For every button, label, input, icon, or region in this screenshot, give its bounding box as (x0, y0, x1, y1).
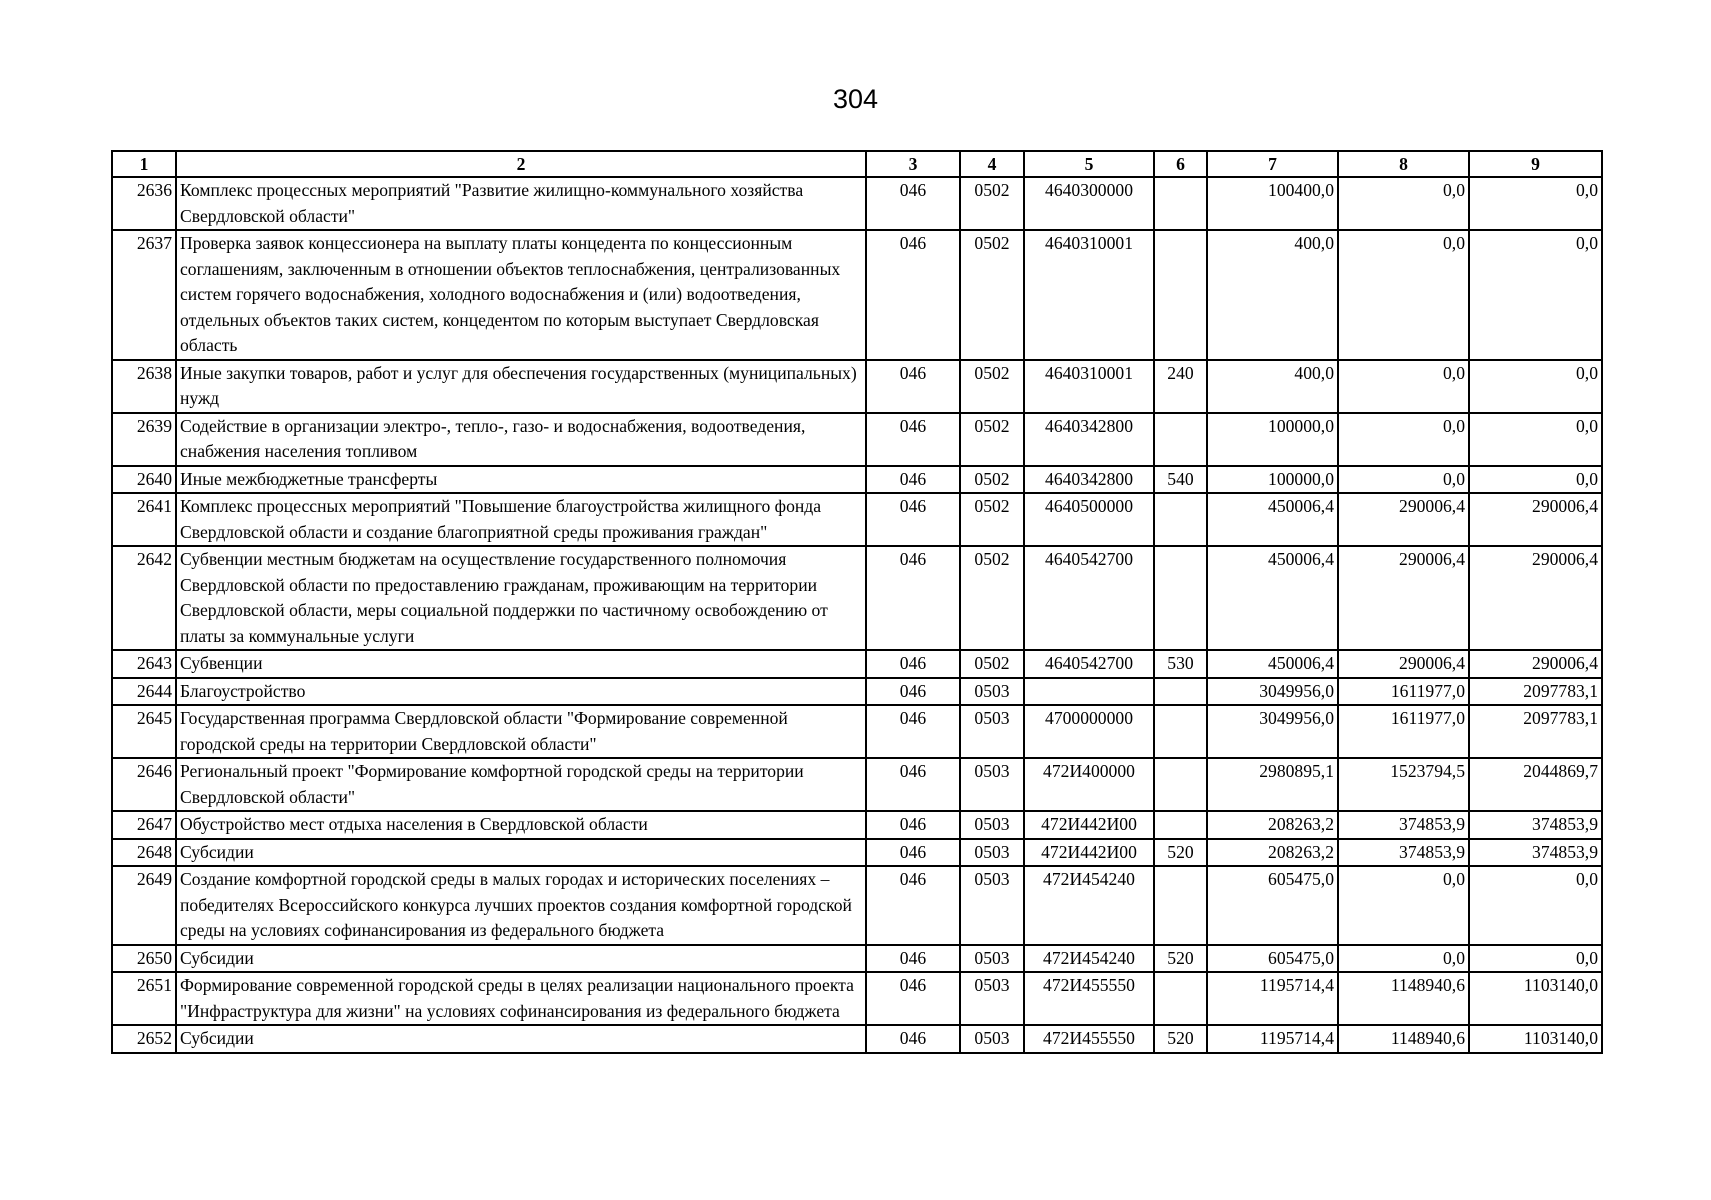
column-header: 6 (1154, 151, 1207, 177)
code-column-6 (1154, 758, 1207, 811)
code-column-5: 472И454240 (1024, 945, 1154, 973)
amount-column-8: 374853,9 (1338, 839, 1469, 867)
amount-column-7: 208263,2 (1207, 811, 1338, 839)
amount-column-9: 1103140,0 (1469, 1025, 1602, 1053)
amount-column-8: 0,0 (1338, 360, 1469, 413)
budget-table (111, 150, 1603, 1054)
amount-column-8: 290006,4 (1338, 650, 1469, 678)
column-header: 1 (112, 151, 176, 177)
amount-column-8: 1611977,0 (1338, 705, 1469, 758)
amount-column-8: 0,0 (1338, 466, 1469, 494)
amount-column-7: 450006,4 (1207, 493, 1338, 546)
table-row (112, 972, 1602, 1025)
column-header: 9 (1469, 151, 1602, 177)
amount-column-9: 374853,9 (1469, 839, 1602, 867)
row-number: 2642 (112, 546, 176, 650)
code-column-6: 520 (1154, 839, 1207, 867)
table-row (112, 413, 1602, 466)
row-number: 2644 (112, 678, 176, 706)
amount-column-7: 1195714,4 (1207, 972, 1338, 1025)
table-row (112, 650, 1602, 678)
row-name: Благоустройство (176, 678, 866, 706)
code-column-5: 4640310001 (1024, 360, 1154, 413)
row-name: Создание комфортной городской среды в малых городах и исторических поселениях – победителях Всероссийского конкурса лучших проектов создания комфортной городской среды на условиях софинансирования из федерального бюджета (176, 866, 866, 945)
code-column-3: 046 (866, 1025, 960, 1053)
code-column-4: 0502 (960, 177, 1024, 230)
table-row (112, 546, 1602, 650)
code-column-4: 0502 (960, 546, 1024, 650)
amount-column-9: 2097783,1 (1469, 705, 1602, 758)
row-number: 2638 (112, 360, 176, 413)
code-column-5: 472И455550 (1024, 972, 1154, 1025)
code-column-3: 046 (866, 758, 960, 811)
amount-column-8: 290006,4 (1338, 546, 1469, 650)
amount-column-9: 290006,4 (1469, 546, 1602, 650)
amount-column-8: 1148940,6 (1338, 1025, 1469, 1053)
column-header: 3 (866, 151, 960, 177)
amount-column-8: 374853,9 (1338, 811, 1469, 839)
code-column-3: 046 (866, 493, 960, 546)
code-column-3: 046 (866, 811, 960, 839)
row-name: Государственная программа Свердловской области "Формирование современной городской среды на территории Свердловской области" (176, 705, 866, 758)
code-column-5: 472И455550 (1024, 1025, 1154, 1053)
amount-column-8: 1148940,6 (1338, 972, 1469, 1025)
code-column-4: 0503 (960, 811, 1024, 839)
amount-column-7: 3049956,0 (1207, 678, 1338, 706)
code-column-6 (1154, 546, 1207, 650)
table-row (112, 758, 1602, 811)
code-column-6 (1154, 705, 1207, 758)
code-column-4: 0503 (960, 705, 1024, 758)
row-number: 2643 (112, 650, 176, 678)
amount-column-7: 605475,0 (1207, 866, 1338, 945)
code-column-6 (1154, 177, 1207, 230)
table-row (112, 839, 1602, 867)
row-name: Иные закупки товаров, работ и услуг для обеспечения государственных (муниципальных) нужд (176, 360, 866, 413)
amount-column-7: 400,0 (1207, 230, 1338, 360)
code-column-6: 540 (1154, 466, 1207, 494)
amount-column-9: 290006,4 (1469, 650, 1602, 678)
code-column-6 (1154, 678, 1207, 706)
code-column-4: 0502 (960, 650, 1024, 678)
amount-column-7: 400,0 (1207, 360, 1338, 413)
amount-column-9: 2044869,7 (1469, 758, 1602, 811)
amount-column-8: 0,0 (1338, 945, 1469, 973)
code-column-4: 0503 (960, 972, 1024, 1025)
row-name: Обустройство мест отдыха населения в Свердловской области (176, 811, 866, 839)
table-row (112, 1025, 1602, 1053)
code-column-6 (1154, 972, 1207, 1025)
row-number: 2650 (112, 945, 176, 973)
table-row (112, 945, 1602, 973)
amount-column-8: 0,0 (1338, 866, 1469, 945)
row-number: 2639 (112, 413, 176, 466)
row-name: Содействие в организации электро-, тепло-, газо- и водоснабжения, водоотведения, снабжения населения топливом (176, 413, 866, 466)
code-column-5: 4640342800 (1024, 413, 1154, 466)
code-column-4: 0503 (960, 758, 1024, 811)
column-header: 7 (1207, 151, 1338, 177)
amount-column-9: 2097783,1 (1469, 678, 1602, 706)
code-column-6 (1154, 811, 1207, 839)
code-column-4: 0502 (960, 466, 1024, 494)
amount-column-9: 0,0 (1469, 945, 1602, 973)
code-column-5: 472И454240 (1024, 866, 1154, 945)
table-body (112, 177, 1602, 1053)
amount-column-9: 0,0 (1469, 177, 1602, 230)
code-column-4: 0503 (960, 1025, 1024, 1053)
amount-column-7: 1195714,4 (1207, 1025, 1338, 1053)
amount-column-9: 0,0 (1469, 230, 1602, 360)
row-name: Субсидии (176, 1025, 866, 1053)
row-name: Субсидии (176, 945, 866, 973)
row-name: Субвенции (176, 650, 866, 678)
code-column-5: 4640542700 (1024, 650, 1154, 678)
page-number: 304 (832, 84, 879, 114)
amount-column-8: 0,0 (1338, 413, 1469, 466)
code-column-6 (1154, 230, 1207, 360)
amount-column-7: 100000,0 (1207, 466, 1338, 494)
table-header-row (112, 151, 1602, 177)
amount-column-8: 290006,4 (1338, 493, 1469, 546)
amount-column-7: 100400,0 (1207, 177, 1338, 230)
amount-column-7: 2980895,1 (1207, 758, 1338, 811)
amount-column-9: 0,0 (1469, 413, 1602, 466)
amount-column-9: 1103140,0 (1469, 972, 1602, 1025)
row-number: 2641 (112, 493, 176, 546)
table-row (112, 360, 1602, 413)
row-name: Субсидии (176, 839, 866, 867)
row-number: 2646 (112, 758, 176, 811)
row-name: Формирование современной городской среды в целях реализации национального проекта "Инфраструктура для жизни" на условиях софинансирования из федерального бюджета (176, 972, 866, 1025)
code-column-4: 0503 (960, 678, 1024, 706)
code-column-5: 472И400000 (1024, 758, 1154, 811)
code-column-4: 0502 (960, 413, 1024, 466)
table-row (112, 493, 1602, 546)
code-column-6 (1154, 413, 1207, 466)
code-column-4: 0502 (960, 360, 1024, 413)
table-row (112, 811, 1602, 839)
code-column-3: 046 (866, 230, 960, 360)
code-column-3: 046 (866, 413, 960, 466)
code-column-3: 046 (866, 546, 960, 650)
table-row (112, 678, 1602, 706)
row-number: 2651 (112, 972, 176, 1025)
row-name: Проверка заявок концессионера на выплату платы концедента по концессионным соглашениям, заключенным в отношении объектов теплоснабжения, централизованных систем горячего водоснабжения, холодного водоснабжения и (или) водоотведения, отдельных объектов таких систем, концедентом по которым выступает Свердловская область (176, 230, 866, 360)
amount-column-7: 3049956,0 (1207, 705, 1338, 758)
code-column-5 (1024, 678, 1154, 706)
row-number: 2649 (112, 866, 176, 945)
row-number: 2645 (112, 705, 176, 758)
row-name: Иные межбюджетные трансферты (176, 466, 866, 494)
code-column-3: 046 (866, 177, 960, 230)
column-header: 4 (960, 151, 1024, 177)
code-column-5: 4640500000 (1024, 493, 1154, 546)
code-column-6: 530 (1154, 650, 1207, 678)
code-column-3: 046 (866, 360, 960, 413)
code-column-6: 520 (1154, 1025, 1207, 1053)
table-row (112, 705, 1602, 758)
code-column-5: 4640542700 (1024, 546, 1154, 650)
code-column-3: 046 (866, 866, 960, 945)
code-column-5: 4640310001 (1024, 230, 1154, 360)
amount-column-7: 605475,0 (1207, 945, 1338, 973)
amount-column-9: 290006,4 (1469, 493, 1602, 546)
row-name: Региональный проект "Формирование комфортной городской среды на территории Свердловской области" (176, 758, 866, 811)
code-column-5: 4700000000 (1024, 705, 1154, 758)
row-name: Комплекс процессных мероприятий "Развитие жилищно-коммунального хозяйства Свердловской области" (176, 177, 866, 230)
code-column-5: 472И442И00 (1024, 839, 1154, 867)
code-column-6: 520 (1154, 945, 1207, 973)
amount-column-7: 450006,4 (1207, 546, 1338, 650)
code-column-5: 472И442И00 (1024, 811, 1154, 839)
row-number: 2636 (112, 177, 176, 230)
code-column-3: 046 (866, 705, 960, 758)
amount-column-9: 374853,9 (1469, 811, 1602, 839)
code-column-6 (1154, 866, 1207, 945)
code-column-4: 0503 (960, 945, 1024, 973)
amount-column-7: 100000,0 (1207, 413, 1338, 466)
code-column-3: 046 (866, 945, 960, 973)
row-number: 2637 (112, 230, 176, 360)
column-header: 5 (1024, 151, 1154, 177)
amount-column-8: 1523794,5 (1338, 758, 1469, 811)
column-header: 8 (1338, 151, 1469, 177)
table-row (112, 177, 1602, 230)
amount-column-7: 208263,2 (1207, 839, 1338, 867)
row-number: 2640 (112, 466, 176, 494)
code-column-3: 046 (866, 839, 960, 867)
amount-column-9: 0,0 (1469, 866, 1602, 945)
row-number: 2648 (112, 839, 176, 867)
amount-column-8: 0,0 (1338, 177, 1469, 230)
code-column-6: 240 (1154, 360, 1207, 413)
amount-column-9: 0,0 (1469, 466, 1602, 494)
code-column-4: 0503 (960, 839, 1024, 867)
code-column-4: 0503 (960, 866, 1024, 945)
row-number: 2652 (112, 1025, 176, 1053)
code-column-3: 046 (866, 678, 960, 706)
code-column-3: 046 (866, 972, 960, 1025)
row-name: Комплекс процессных мероприятий "Повышение благоустройства жилищного фонда Свердловской области и создание благоприятной среды проживания граждан" (176, 493, 866, 546)
amount-column-7: 450006,4 (1207, 650, 1338, 678)
code-column-4: 0502 (960, 230, 1024, 360)
table-row (112, 230, 1602, 360)
code-column-3: 046 (866, 466, 960, 494)
row-number: 2647 (112, 811, 176, 839)
code-column-6 (1154, 493, 1207, 546)
column-header: 2 (176, 151, 866, 177)
amount-column-8: 0,0 (1338, 230, 1469, 360)
code-column-4: 0502 (960, 493, 1024, 546)
amount-column-9: 0,0 (1469, 360, 1602, 413)
code-column-5: 4640300000 (1024, 177, 1154, 230)
code-column-5: 4640342800 (1024, 466, 1154, 494)
code-column-3: 046 (866, 650, 960, 678)
amount-column-8: 1611977,0 (1338, 678, 1469, 706)
table-row (112, 466, 1602, 494)
table-row (112, 866, 1602, 945)
row-name: Субвенции местным бюджетам на осуществление государственного полномочия Свердловской области по предоставлению гражданам, проживающим на территории Свердловской области, меры социальной поддержки по частичному освобождению от платы за коммунальные услуги (176, 546, 866, 650)
